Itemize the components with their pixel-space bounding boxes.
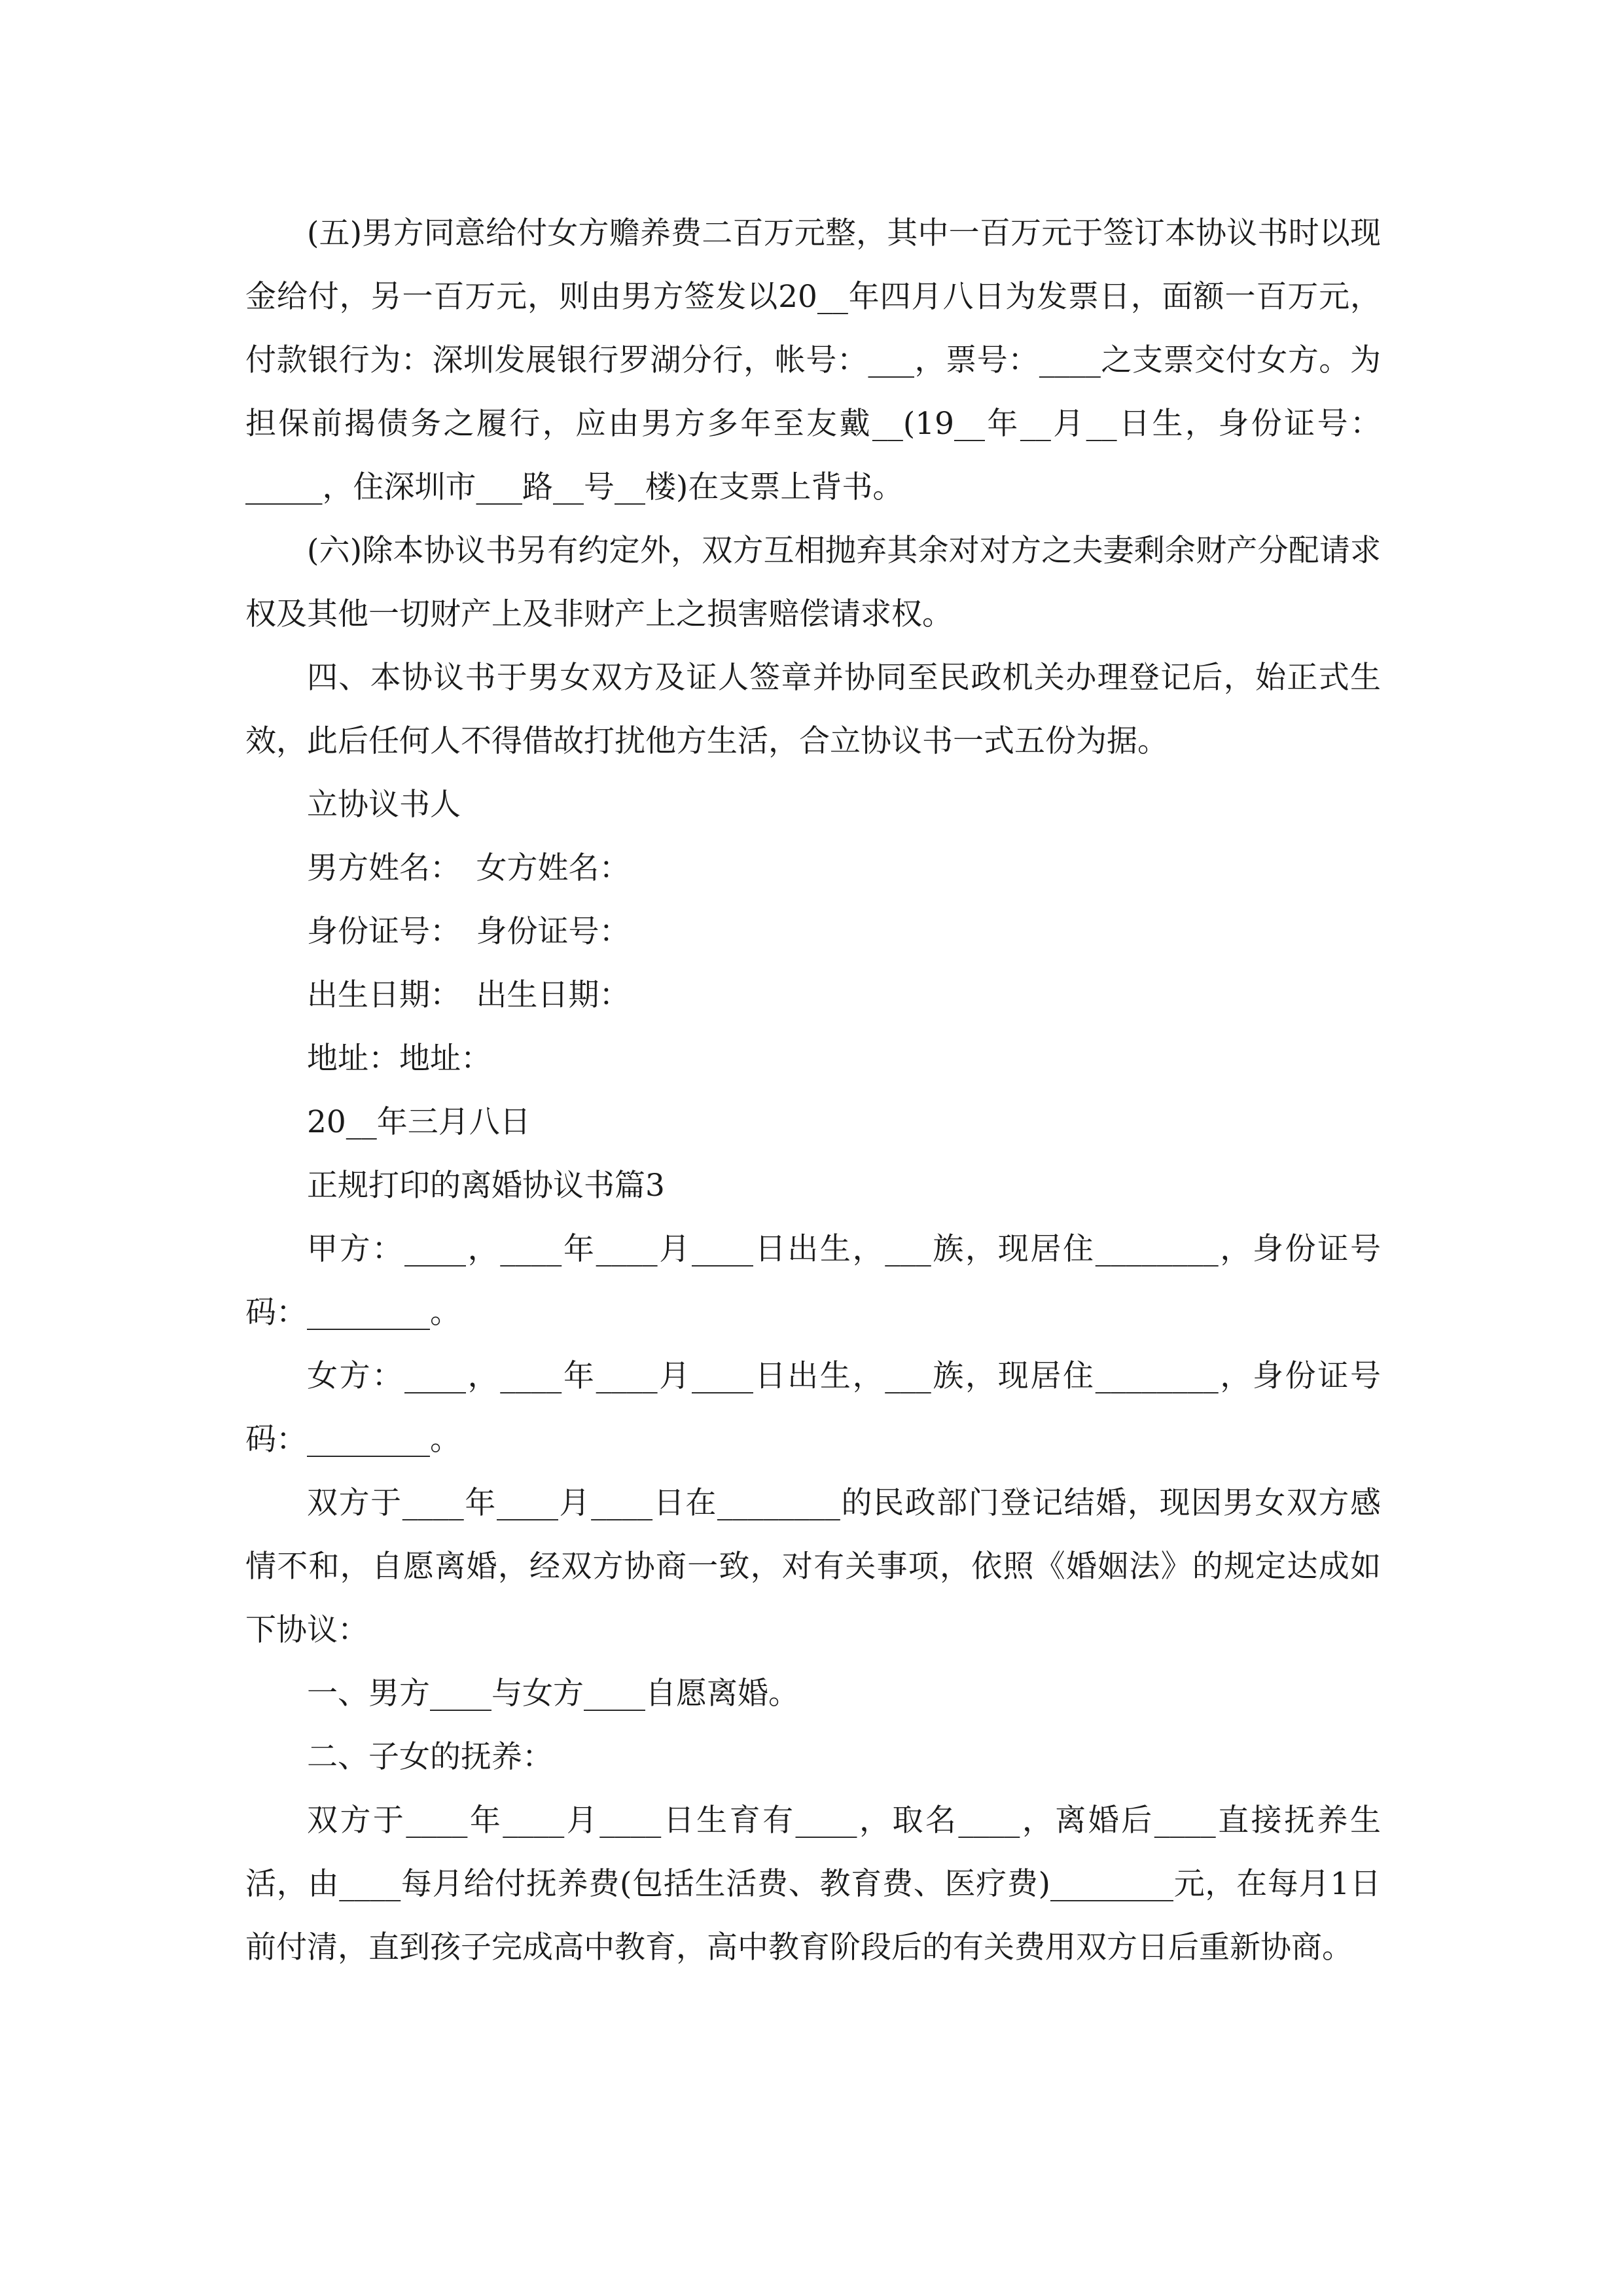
section-title: 正规打印的离婚协议书篇3 xyxy=(307,1168,665,1204)
paragraph-waiver: (六)除本协议书另有约定外，双方互相抛弃其余对对方之夫妻剩余财产分配请求权及其他一切财产上及非财产上之损害赔偿请求权。 xyxy=(245,533,1381,632)
signature-name-line: 男方姓名： 女方姓名： xyxy=(307,850,630,886)
paragraph-alimony: (五)男方同意给付女方赡养费二百万元整，其中一百万元于签订本协议书时以现金给付，另一百万元，则由男方签发以20__年四月八日为发票日，面额一百万元，付款银行为：深圳发展银行罗湖分行，帐号：___，票号：____之支票交付女方。为担保前揭债务之履行，应由男方多年至友戴__(19__年__月__日生，身份证号：_____，住深圳市___路__号__楼)在支票上背书。 xyxy=(245,215,1381,505)
signature-date-line: 20__年三月八日 xyxy=(307,1104,531,1140)
signature-address-line: 地址：地址： xyxy=(307,1041,491,1077)
signature-id-line: 身份证号： 身份证号： xyxy=(307,914,630,950)
signature-heading: 立协议书人 xyxy=(307,787,461,823)
signature-birth-line: 出生日期： 出生日期： xyxy=(307,977,630,1013)
paragraph-marriage: 双方于____年____月____日在________的民政部门登记结婚，现因男女双方感情不和，自愿离婚，经双方协商一致，对有关事项，依照《婚姻法》的规定达成如下协议： xyxy=(245,1485,1381,1648)
clause-two-heading: 二、子女的抚养： xyxy=(307,1739,553,1775)
paragraph-child-support: 双方于____年____月____日生育有____，取名____，离婚后____直接抚养生活，由____每月给付抚养费(包括生活费、教育费、医疗费)________元，在每月1日前付清，直到孩子完成高中教育，高中教育阶段后的有关费用双方日后重新协商。 xyxy=(245,1803,1381,1965)
paragraph-party-a: 甲方：____，____年____月____日出生，___族，现居住________，身份证号码：________。 xyxy=(245,1231,1381,1331)
document-body xyxy=(245,202,1381,1979)
paragraph-effect: 四、本协议书于男女双方及证人签章并协同至民政机关办理登记后，始正式生效，此后任何人不得借故打扰他方生活，合立协议书一式五份为据。 xyxy=(245,660,1381,759)
clause-one: 一、男方____与女方____自愿离婚。 xyxy=(307,1676,799,1712)
paragraph-party-b: 女方：____，____年____月____日出生，___族，现居住________，身份证号码：________。 xyxy=(245,1358,1381,1458)
